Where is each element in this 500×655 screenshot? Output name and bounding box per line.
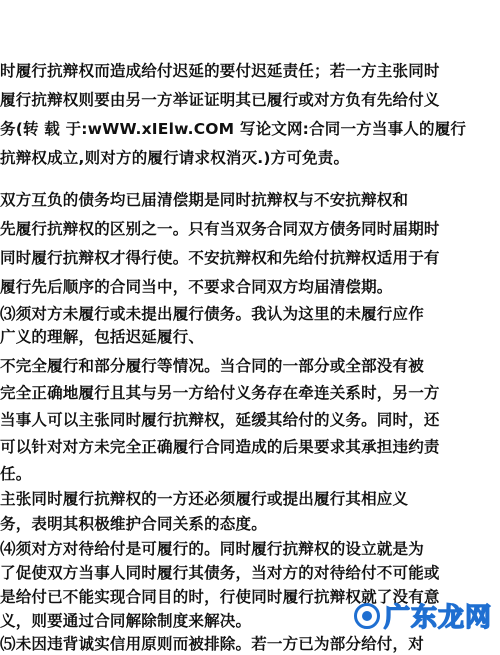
text-line-1: 时履行抗辩权而造成给付迟延的要付迟延责任；若一方主张同时 — [0, 62, 440, 80]
text-line-19: 了促使双方当事人同时履行其债务，当对方的对待给付不可能或 — [0, 564, 440, 582]
text-line-6: 先履行抗辩权的区别之一。只有当双务合同双方债务同时届期时 — [0, 220, 440, 238]
text-line-20: 是给付已不能实现合同目的时，行使同时履行抗辩权就了没有意 — [0, 588, 440, 606]
text-line-17: 务，表明其积极维护合同关系的态度。 — [0, 515, 267, 533]
text-line-21: 义，则要通过合同解除制度来解决。 — [0, 612, 252, 630]
text-line-9: ⑶须对方未履行或未提出履行债务。我认为这里的未履行应作 — [0, 305, 424, 323]
text-line-5: 双方互负的债务均已届清偿期是同时抗辩权与不安抗辩权和 — [0, 191, 409, 209]
text-line-8: 履行先后顺序的合同当中，不要求合同双方均届清偿期。 — [0, 278, 393, 296]
text-line-2: 履行抗辩权则要由另一方举证证明其已履行或对方负有先给付义 — [0, 91, 440, 109]
text-line-15: 任。 — [0, 465, 32, 483]
text-line-4: 抗辩权成立,则对方的履行请求权消灭.)方可免责。 — [0, 149, 350, 167]
text-line-22: ⑸未因违背诚实信用原则而被排除。若一方已为部分给付，对 — [0, 635, 424, 653]
text-line-13: 当事人可以主张同时履行抗辩权，延缓其给付的义务。同时，还 — [0, 411, 440, 429]
text-line-18: ⑷须对方对待给付是可履行的。同时履行抗辩权的设立就是为 — [0, 540, 424, 558]
watermark-logo-icon — [354, 603, 380, 629]
text-line-10: 广义的理解，包括迟延履行、 — [0, 328, 205, 346]
text-line-12: 完全正确地履行且其与另一方给付义务存在牵连关系时，另一方 — [0, 384, 440, 402]
text-line-16: 主张同时履行抗辩权的一方还必须履行或提出履行其相应义 — [0, 490, 409, 508]
text-line-11: 不完全履行和部分履行等情况。当合同的一部分或全部没有被 — [0, 357, 424, 375]
site-watermark — [354, 597, 492, 634]
text-line-14: 可以针对对方未完全正确履行合同造成的后果要求其承担违约责 — [0, 438, 440, 456]
text-line-7: 同时履行抗辩权才得行使。不安抗辩权和先给付抗辩权适用于有 — [0, 249, 440, 267]
watermark-text: 广东龙网 — [383, 603, 492, 633]
text-line-3: 务(转 载 于:wWW.xIElw.COM 写论文网:合同一方当事人的履行 — [0, 120, 467, 138]
